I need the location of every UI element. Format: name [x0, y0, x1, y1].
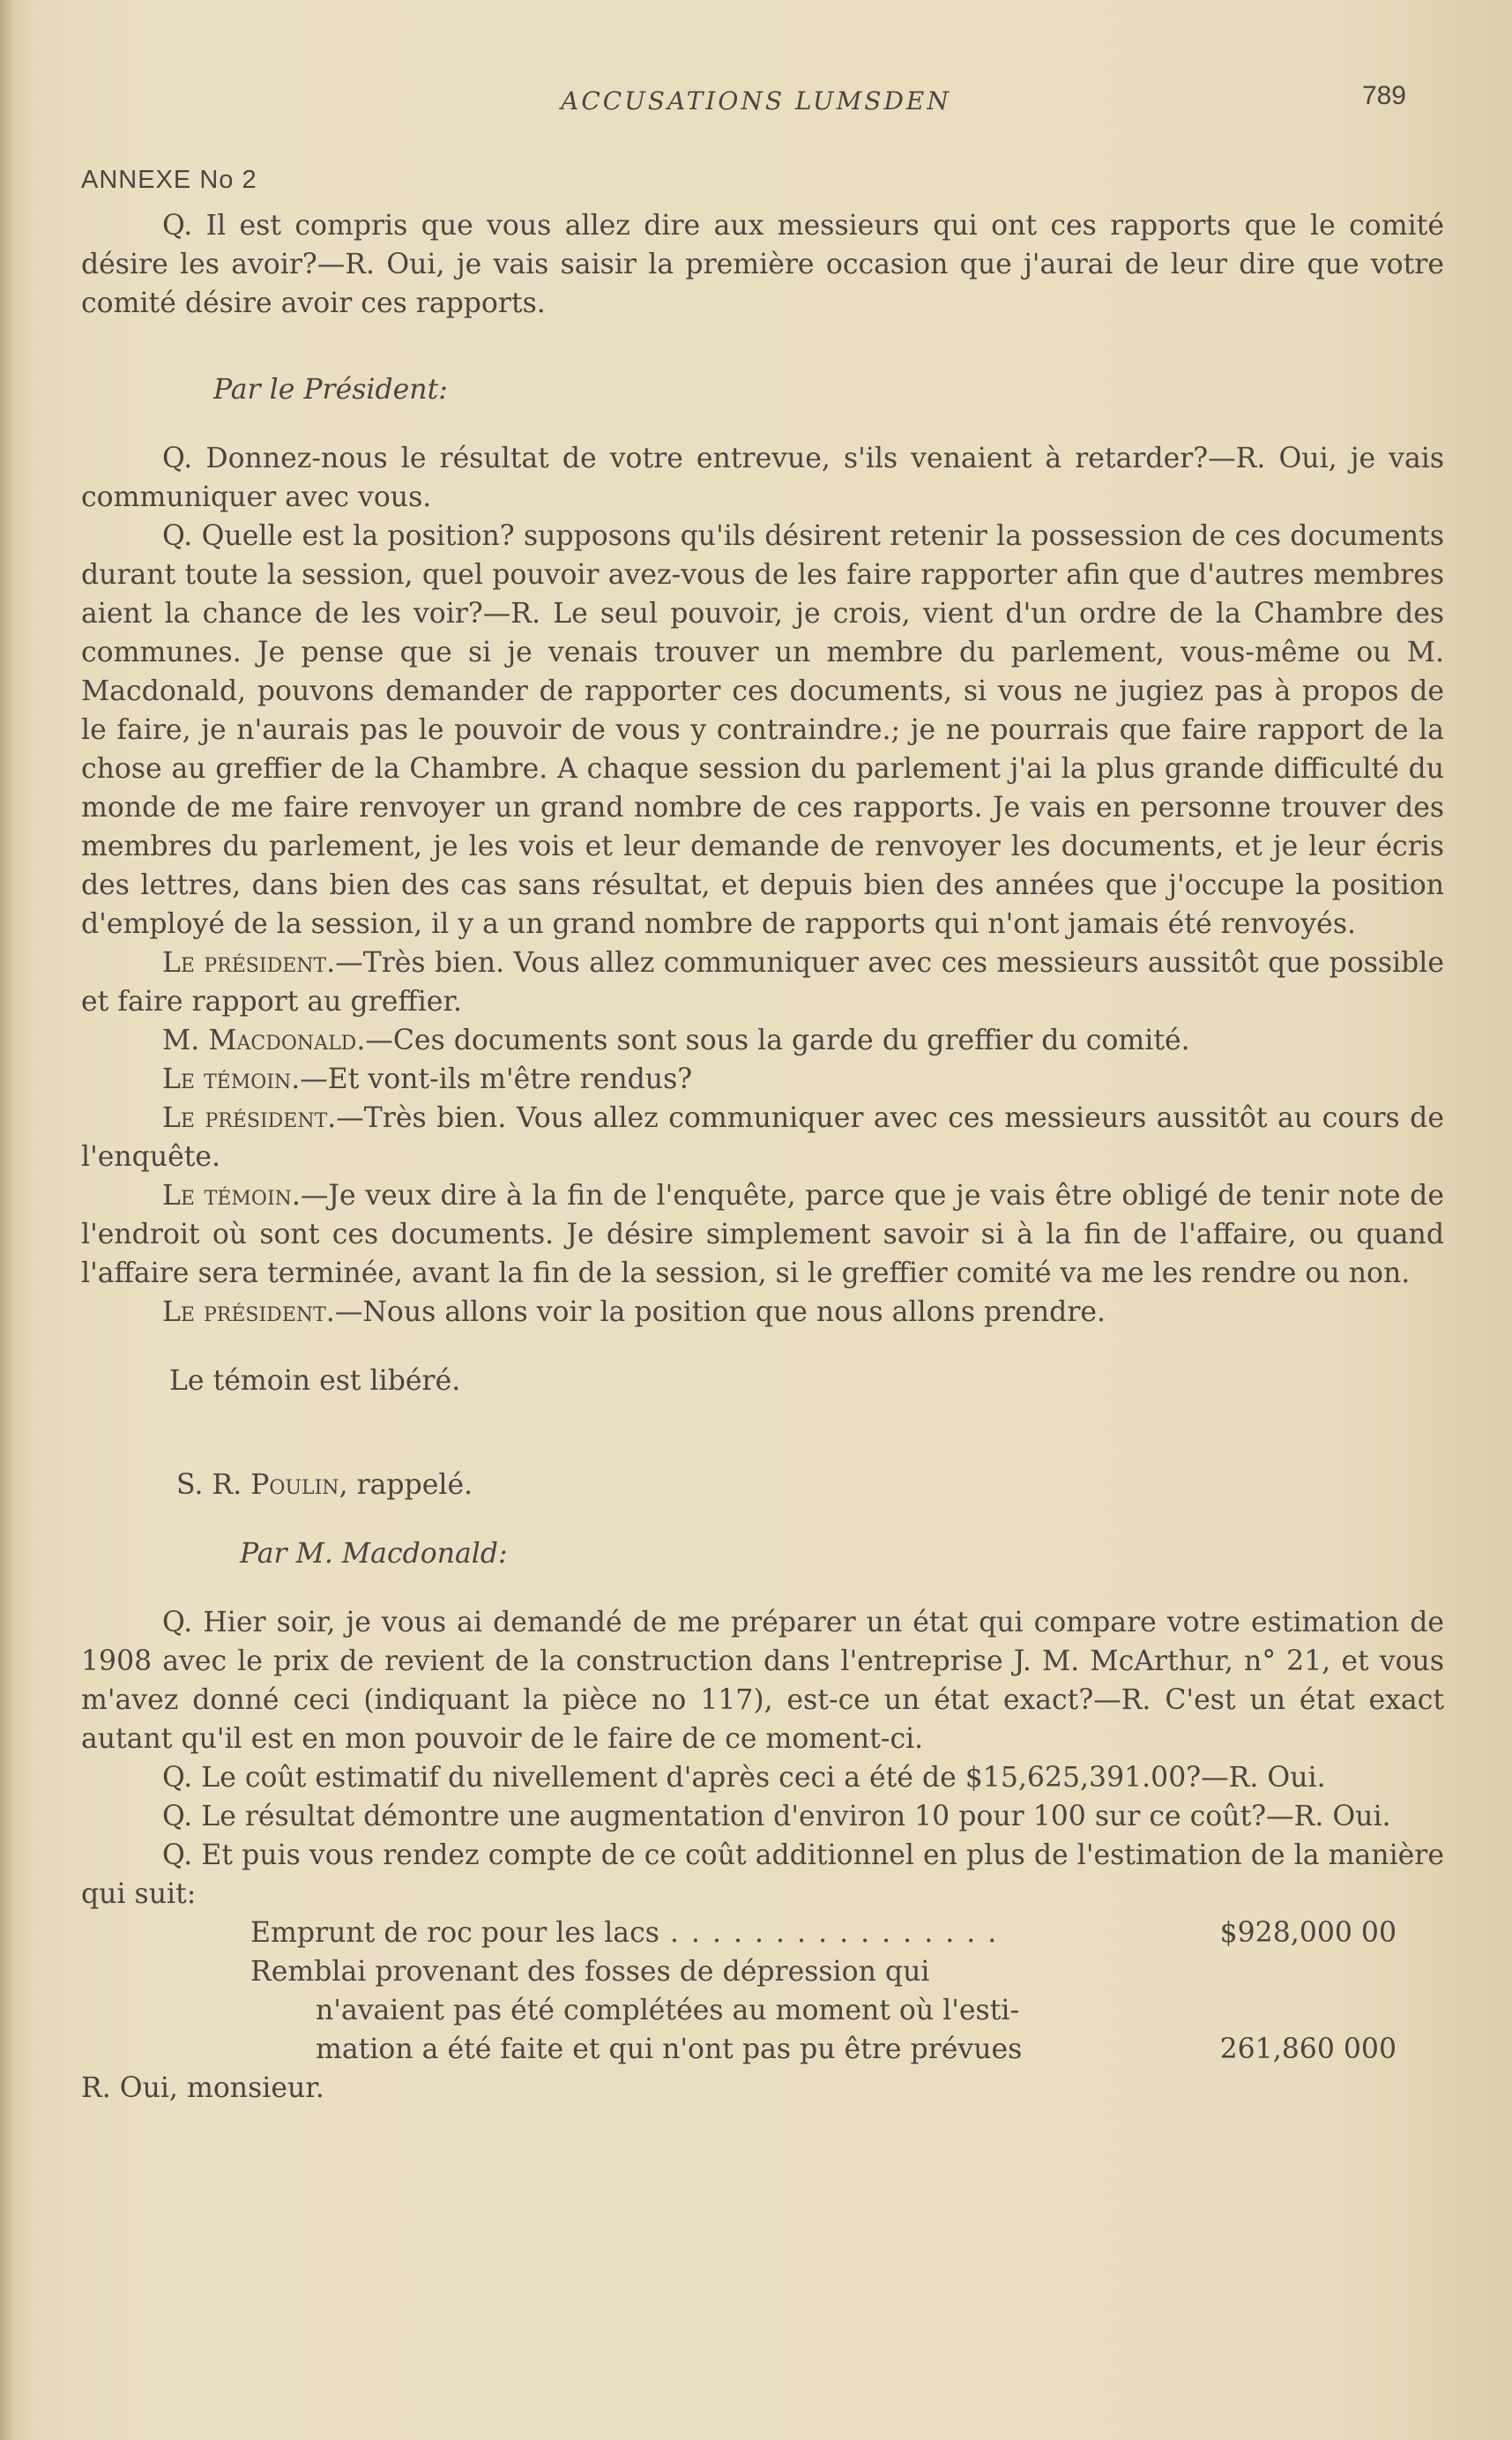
speaker-name: Le président.	[162, 1296, 335, 1328]
ledger-row	[250, 2030, 1397, 2069]
paragraph: Q. Hier soir, je vous ai demandé de me préparer un état qui compare votre estimation de 1908 avec le prix de revient de la construction dans l'entreprise J. M. McArthur, n° 21, et vous m'avez donné ceci (indiquant la pièce no 117), est-ce un état exact?—R. C'est un état exact autant qu'il est en mon pouvoir de le faire de ce moment-ci.	[81, 1607, 1444, 1755]
witness-initials: S. R.	[176, 1469, 242, 1501]
binding-edge	[0, 0, 12, 2440]
speaker-name: Le témoin.	[162, 1180, 301, 1212]
ledger-item: mation a été faite et qui n'ont pas pu être prévues	[316, 2033, 1023, 2065]
page-header	[0, 81, 1512, 125]
dialogue-text: —Nous allons voir la position que nous allons prendre.	[334, 1296, 1106, 1328]
ledger-amount: $928,000 00	[1219, 1917, 1397, 1949]
dialogue-text: —Et vont-ils m'être rendus?	[300, 1063, 693, 1095]
speaker-name: Le président.	[162, 1102, 337, 1134]
body-text	[81, 206, 1444, 2108]
dialogue-line	[81, 1060, 1444, 1099]
speaker-name: M. Macdonald.	[162, 1025, 366, 1056]
speaker-name: Le président.	[162, 947, 336, 979]
cost-ledger	[250, 1914, 1397, 2069]
speaker-heading-president: Par le Président:	[213, 374, 448, 406]
dialogue-line	[81, 1099, 1444, 1176]
dialogue-text: —Ces documents sont sous la garde du greffier du comité.	[365, 1025, 1190, 1056]
running-title: ACCUSATIONS LUMSDEN	[561, 86, 951, 116]
dialogue-text: —Je veux dire à la fin de l'enquête, parce que je vais être obligé de tenir note de l'endroit où sont ces documents. Je désire simplement savoir si à la fin de l'affaire, ou quand l'affaire sera terminée, avant la fin de la session, si le greffier comité va me les rendre ou non.	[81, 1180, 1444, 1289]
ledger-row	[250, 1952, 1397, 1991]
ledger-item: Emprunt de roc pour les lacs . . .	[250, 1914, 1211, 1952]
paragraph: Q. Le résultat démontre une augmentation d'environ 10 pour 100 sur ce coût?—R. Oui.	[162, 1801, 1391, 1832]
paragraph: Q. Le coût estimatif du nivellement d'après ceci a été de $15,625,391.00?—R. Oui.	[162, 1762, 1326, 1794]
dialogue-line	[81, 1176, 1444, 1293]
final-answer: R. Oui, monsieur.	[81, 2072, 324, 2104]
witness-released: Le témoin est libéré.	[169, 1365, 461, 1397]
paragraph: Q. Quelle est la position? supposons qu'ils désirent retenir la possession de ces documents durant toute la session, quel pouvoir avez-vous de les faire rapporter afin que d'autres membres aient la chance de les voir?—R. Le seul pouvoir, je crois, vient d'un ordre de la Chambre des communes. Je pense que si je venais trouver un membre du parlement, vous-même ou M. Macdonald, pouvons demander de rapporter ces documents, si vous ne jugiez pas à propos de le faire, je n'aurais pas le pouvoir de vous y contraindre.; je ne pourrais que faire rapport de la chose au greffier de la Chambre. A chaque session du parlement j'ai la plus grande difficulté du monde de me faire renvoyer un grand nombre de ces rapports. Je vais en personne trouver des membres du parlement, je les vois et leur demande de renvoyer les documents, et je leur écris des lettres, dans bien des cas sans résultat, et depuis bien des années que j'occupe la position d'employé de la session, il y a un grand nombre de rapports qui n'ont jamais été renvoyés.	[81, 520, 1444, 940]
ledger-amount: 261,860 000	[1219, 2033, 1397, 2065]
paragraph: Q. Donnez-nous le résultat de votre entrevue, s'ils venaient à retarder?—R. Oui, je vais communiquer avec vous.	[81, 443, 1444, 513]
witness-recalled	[81, 1466, 1444, 1504]
ledger-item: n'avaient pas été complétées au moment où l'esti-	[316, 1995, 1020, 2026]
annex-label: ANNEXE No 2	[81, 166, 257, 194]
witness-name: Poulin	[250, 1469, 339, 1501]
ledger-row	[250, 1991, 1397, 2030]
paragraph: Q. Il est compris que vous allez dire aux messieurs qui ont ces rapports que le comité désire les avoir?—R. Oui, je vais saisir la première occasion que j'aurai de leur dire que votre comité désire avoir ces rapports.	[81, 210, 1444, 319]
speaker-name: Le témoin.	[162, 1063, 301, 1095]
dialogue-line	[81, 944, 1444, 1021]
speaker-heading-macdonald: Par M. Macdonald:	[240, 1538, 508, 1570]
ledger-row	[250, 1914, 1397, 1952]
dialogue-text: —Très bien. Vous allez communiquer avec ces messieurs aussitôt que possible et faire rapport au greffier.	[81, 947, 1444, 1018]
dialogue-line	[81, 1293, 1444, 1332]
page-number: 789	[1361, 81, 1406, 110]
ledger-item: Remblai provenant des fosses de dépression qui	[250, 1956, 930, 1988]
dialogue-text: —Très bien. Vous allez communiquer avec ces messieurs aussitôt au cours de l'enquête.	[81, 1102, 1444, 1173]
dialogue-line	[81, 1021, 1444, 1060]
paragraph: Q. Et puis vous rendez compte de ce coût additionnel en plus de l'estimation de la manière qui suit:	[81, 1839, 1444, 1910]
witness-recalled-suffix: , rappelé.	[339, 1469, 473, 1501]
